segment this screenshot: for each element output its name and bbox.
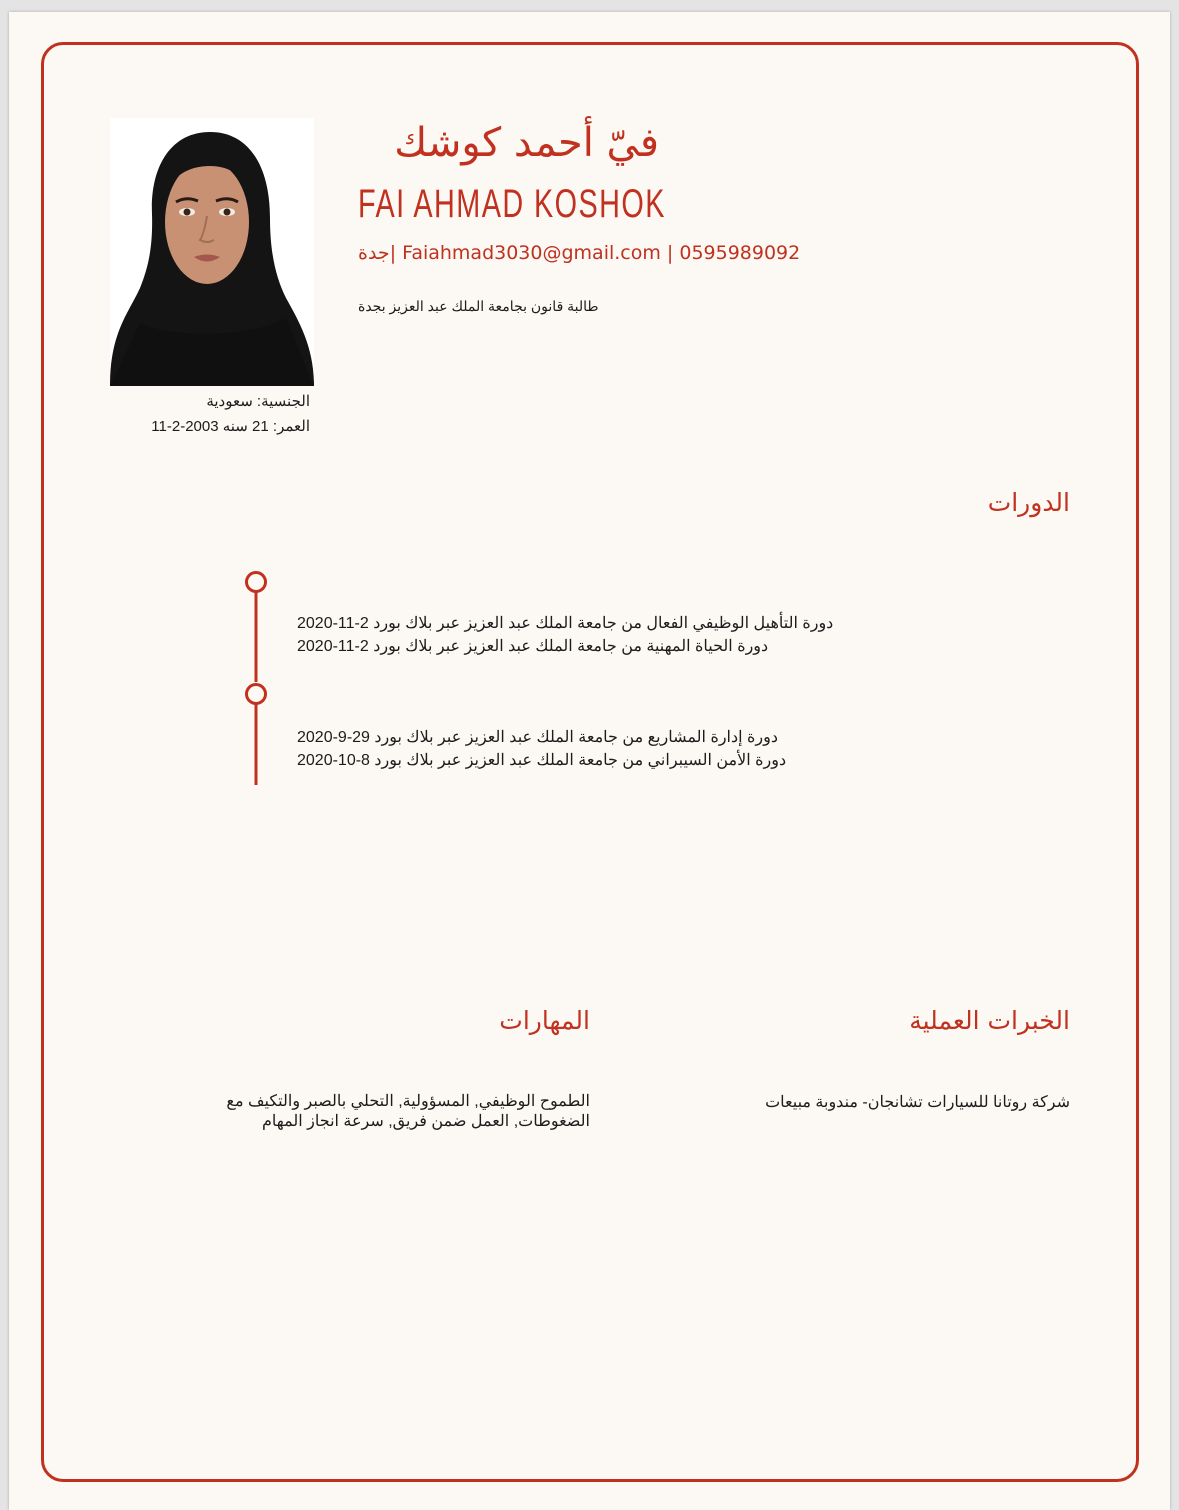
course-group [297,612,877,658]
course-item: دورة التأهيل الوظيفي الفعال من جامعة الملك عبد العزيز عبر بلاك بورد 2-11-2020 [297,615,834,632]
profile-photo [110,118,314,386]
contact-line: جدة| Faiahmad3030@gmail.com | 0595989092 [358,242,801,264]
course-item: دورة الأمن السيبراني من جامعة الملك عبد العزيز عبر بلاك بورد 8-10-2020 [297,752,787,769]
skills-heading: المهارات [499,1006,590,1035]
skills-text: الطموح الوظيفي, المسؤولية, التحلي بالصبر والتكيف مع الضغوطات, العمل ضمن فريق, سرعة انجاز المهام [226,1093,590,1130]
courses-heading: الدورات [987,488,1070,517]
name-arabic: فيّ أحمد كوشك [394,120,659,166]
timeline-node [247,573,266,592]
course-item: دورة إدارة المشاريع من جامعة الملك عبد العزيز عبر بلاك بورد 29-9-2020 [297,729,778,746]
courses-timeline [242,570,272,785]
tagline: طالبة قانون بجامعة الملك عبد العزيز بجدة [358,298,599,314]
timeline-node [247,685,266,704]
experience-heading: الخبرات العملية [909,1006,1070,1035]
experience-text: شركة روتانا للسيارات تشانجان- مندوبة مبيعات [765,1094,1070,1111]
course-group [297,726,877,772]
resume-page [9,12,1170,1510]
name-english: FAI AHMAD KOSHOK [358,182,666,226]
age-text: العمر: 21 سنه 2003-2-11 [151,418,310,435]
nationality-text: الجنسية: سعودية [206,393,310,410]
course-item: دورة الحياة المهنية من جامعة الملك عبد العزيز عبر بلاك بورد 2-11-2020 [297,638,769,655]
